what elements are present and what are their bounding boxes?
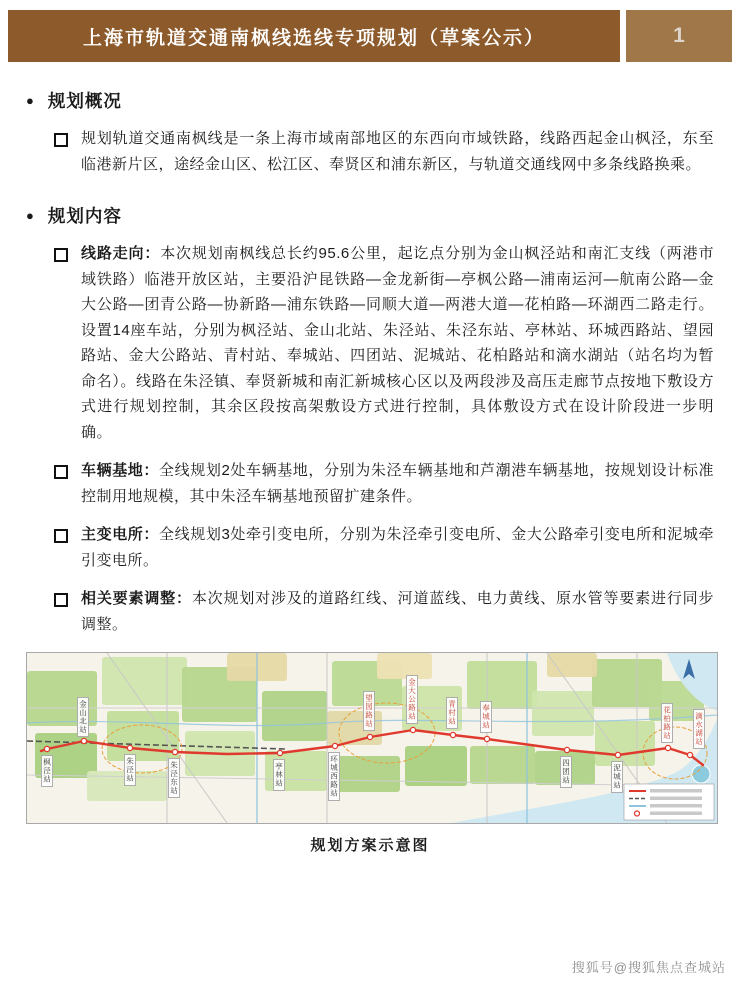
item-label: 线路走向：: [81, 245, 161, 262]
station-label: 望园路站: [363, 691, 375, 731]
watermark: 搜狐号@搜狐焦点查城站: [571, 960, 726, 975]
item-text: 全线规划3处牵引变电所，分别为朱泾牵引变电所、金大公路牵引变电所和泥城牵引变电所。: [81, 526, 714, 569]
map-caption: 规划方案示意图: [310, 837, 430, 854]
item-text: 本次规划南枫线总长约95.6公里，起讫点分别为金山枫泾站和南汇支线（两港市域铁路）临港开放区站，主要沿沪昆铁路—金龙新街—亭枫公路—浦南运河—航南公路—金大公路—团青公路—协新路—浦东铁路—同顺大道—两港大道—花柏路—环湖西二路走行。设置14座车站，分别为枫泾站、金山北站、朱泾站、朱泾东站、亭林站、环城西路站、望园路站、金大公路站、青村站、奉城站、四团站、泥城站、花柏路站和滴水湖站（站名均为暂命名）。线路在朱泾镇、奉贤新城和南汇新城核心区以及两段涉及高压走廊节点按地下敷设方式进行规划控制，其余区段按高架敷设方式进行控制，具体敷设方式在设计阶段进一步明确。: [81, 245, 714, 441]
station-label: 四团站: [560, 756, 572, 788]
route-map-graphic: [27, 653, 717, 823]
station-dot: [172, 749, 177, 754]
bullet-square-icon: [54, 529, 68, 543]
station-dot: [484, 736, 489, 741]
bullet-square-icon: [54, 133, 68, 147]
station-dot: [564, 747, 569, 752]
item-label: 相关要素调整：: [81, 590, 192, 607]
overview-paragraph: [26, 126, 714, 177]
route-map: [26, 652, 718, 824]
station-label: 奉城站: [480, 701, 492, 733]
station-dot: [332, 743, 337, 748]
item-text: 全线规划2处车辆基地，分别为朱泾车辆基地和芦潮港车辆基地，按规划设计标准控制用地规模，其中朱泾车辆基地预留扩建条件。: [81, 462, 714, 505]
station-label: 青村站: [446, 697, 458, 729]
page-title: 上海市轨道交通南枫线选线专项规划（草案公示）: [8, 10, 620, 62]
station-label: 滴水湖站: [693, 709, 705, 749]
station-dot: [127, 745, 132, 750]
bullet-circle-icon: ●: [26, 93, 34, 108]
document-body: [0, 88, 740, 855]
item-route: [26, 241, 714, 445]
page-header: [0, 0, 740, 62]
station-label: 金大公路站: [406, 675, 418, 724]
overview-text: 规划轨道交通南枫线是一条上海市域南部地区的东西向市域铁路，线路西起金山枫泾，东至临港新片区，途经金山区、松江区、奉贤区和浦东新区，与轨道交通线网中多条线路换乘。: [81, 130, 714, 173]
bullet-square-icon: [54, 248, 68, 262]
section-heading-overview: [26, 88, 714, 113]
station-dot: [615, 752, 620, 757]
station-dot: [450, 732, 455, 737]
station-label: 环城西路站: [328, 752, 340, 801]
item-depot: [26, 458, 714, 509]
station-label: 朱泾东站: [168, 758, 180, 798]
page-number: 1: [626, 10, 732, 62]
bullet-circle-icon: ●: [26, 208, 34, 223]
station-label: 枫泾站: [41, 755, 53, 787]
section-heading-content: [26, 203, 714, 228]
station-label: 朱泾站: [124, 754, 136, 786]
bullet-square-icon: [54, 593, 68, 607]
item-adjustment: [26, 586, 714, 637]
station-dot: [81, 738, 86, 743]
item-label: 车辆基地：: [81, 462, 160, 479]
station-dot: [44, 746, 49, 751]
station-dot: [277, 750, 282, 755]
item-text: 本次规划对涉及的道路红线、河道蓝线、电力黄线、原水管等要素进行同步调整。: [81, 590, 714, 633]
station-label: 金山北站: [77, 697, 89, 737]
station-dot: [665, 745, 670, 750]
station-label: 泥城站: [611, 761, 623, 793]
item-label: 主变电所：: [81, 526, 160, 543]
section-title: 规划概况: [47, 91, 122, 111]
station-dot: [367, 734, 372, 739]
station-label: 花柏路站: [661, 703, 673, 743]
station-dot: [410, 727, 415, 732]
map-legend: [624, 784, 714, 820]
bullet-square-icon: [54, 465, 68, 479]
station-label: 亭林站: [273, 759, 285, 791]
station-dot: [687, 752, 692, 757]
section-title: 规划内容: [47, 206, 122, 226]
item-substation: [26, 522, 714, 573]
